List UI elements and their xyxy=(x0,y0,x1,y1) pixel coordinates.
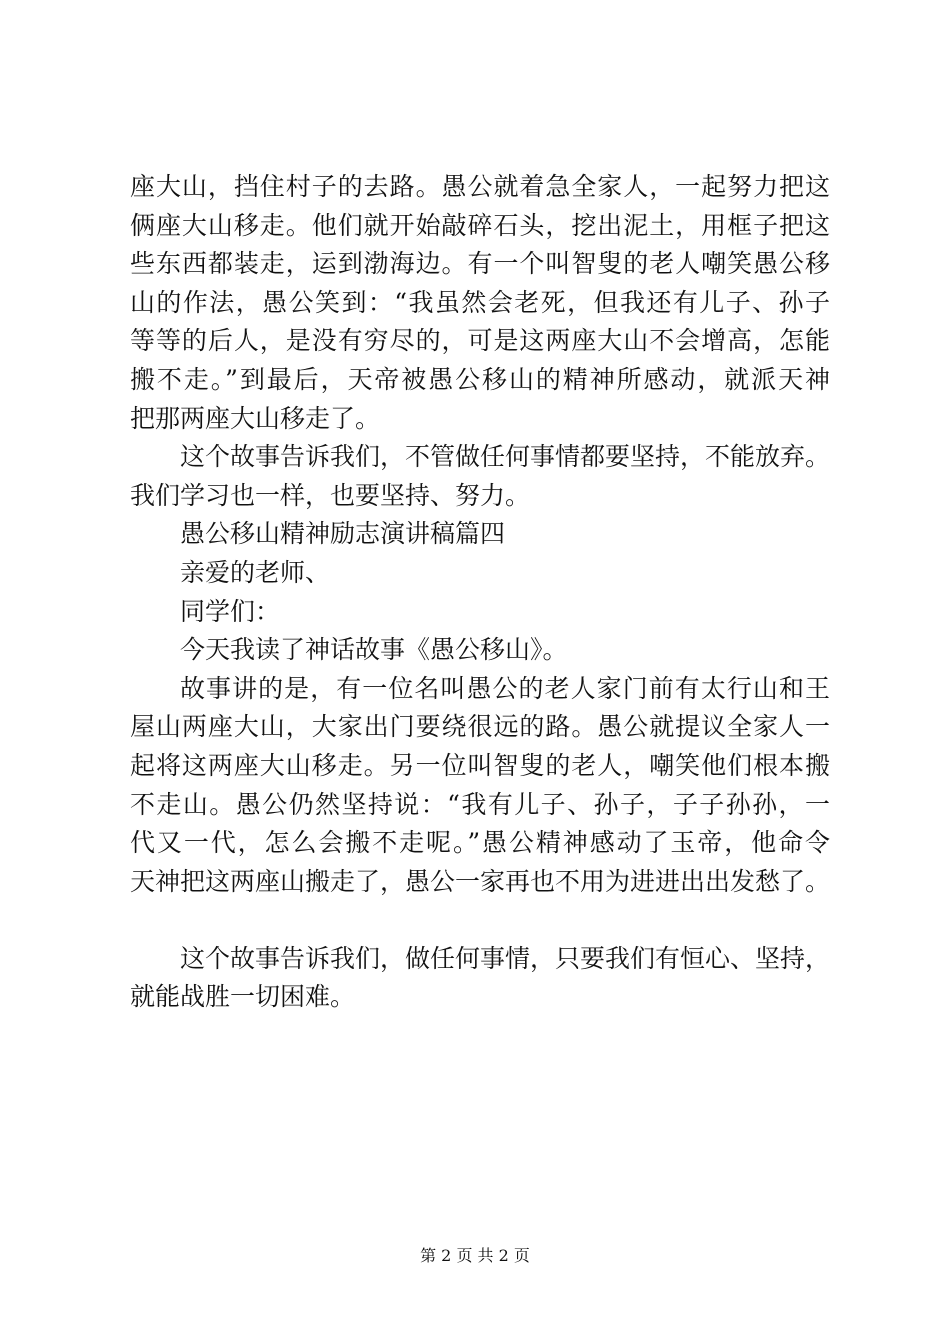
text-line: 把那两座大山移走了。 xyxy=(130,403,381,433)
text-line: 起将这两座大山移走。另一位叫智叟的老人，嘲笑他们根本搬 xyxy=(130,750,830,780)
text-line: 这个故事告诉我们，做任何事情，只要我们有恒心、坚持， xyxy=(180,943,831,973)
text-line: 就能战胜一切困难。 xyxy=(130,982,356,1012)
intro-line: 今天我读了神话故事《愚公移山》。 xyxy=(180,635,568,665)
text-line: 不走山。愚公仍然坚持说：“我有儿子、孙子，子子孙孙，一 xyxy=(130,789,830,819)
text-line: 天神把这两座山搬走了，愚公一家再也不用为进进出出发愁了。 xyxy=(130,866,831,896)
text-line: 些东西都装走，运到渤海边。有一个叫智叟的老人嘲笑愚公移 xyxy=(130,249,830,279)
page-footer: 第 2 页 共 2 页 xyxy=(420,1246,530,1265)
section-heading: 愚公移山精神励志演讲稿篇四 xyxy=(180,519,506,549)
paragraph-4 xyxy=(130,940,830,1017)
blank-line xyxy=(130,901,830,940)
text-line: 屋山两座大山，大家出门要绕很远的路。愚公就提议全家人一 xyxy=(130,712,830,742)
document-body xyxy=(130,168,830,1017)
paragraph-3 xyxy=(130,670,830,902)
text-line: 我们学习也一样，也要坚持、努力。 xyxy=(130,480,531,510)
text-line: 山的作法，愚公笑到：“我虽然会老死，但我还有儿子、孙子 xyxy=(130,287,830,317)
text-line: 故事讲的是，有一位名叫愚公的老人家门前有太行山和王 xyxy=(180,673,830,703)
text-line: 这个故事告诉我们，不管做任何事情都要坚持，不能放弃。 xyxy=(180,442,831,472)
text-line: 等等的后人，是没有穷尽的，可是这两座大山不会增高，怎能 xyxy=(130,326,830,356)
salutation-line: 同学们： xyxy=(180,596,281,626)
text-line: 座大山，挡住村子的去路。愚公就着急全家人，一起努力把这 xyxy=(130,172,830,201)
text-line: 代又一代，怎么会搬不走呢。”愚公精神感动了玉帝，他命令 xyxy=(130,828,830,858)
text-line: 俩座大山移走。他们就开始敲碎石头，挖出泥土，用框子把这 xyxy=(130,210,830,240)
salutation-line: 亲爱的老师、 xyxy=(180,557,331,587)
paragraph-2 xyxy=(130,438,830,515)
text-line: 搬不走。”到最后，天帝被愚公移山的精神所感动，就派天神 xyxy=(130,364,830,394)
paragraph-1 xyxy=(130,168,830,438)
